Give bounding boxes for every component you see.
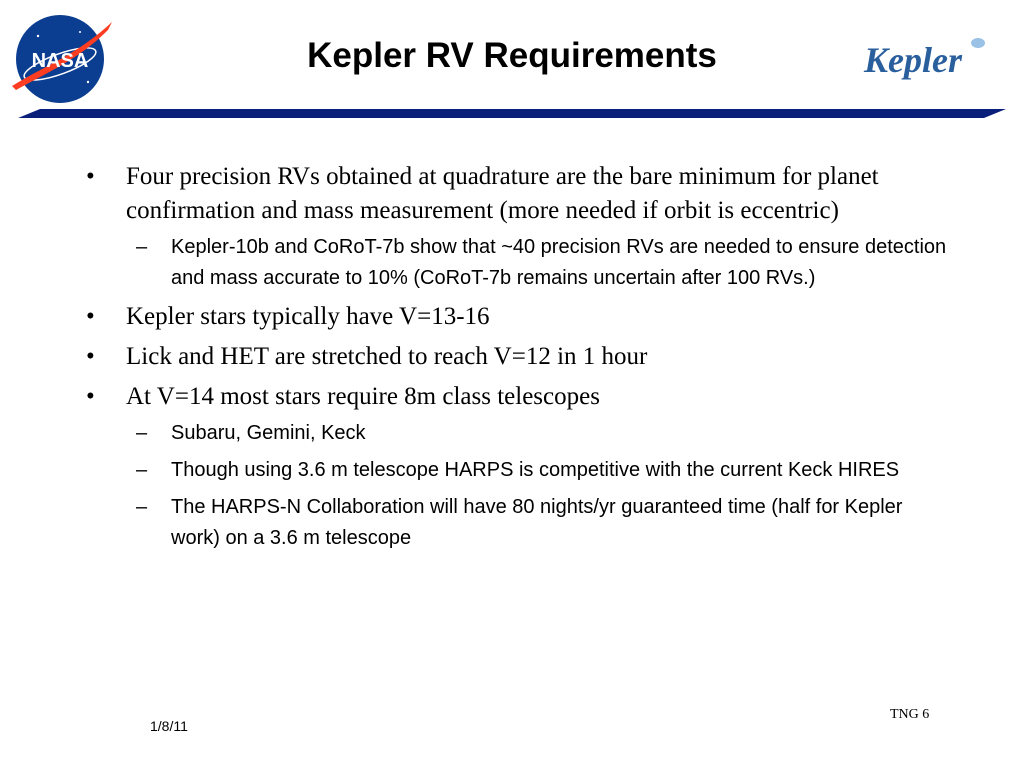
bullet-text: At V=14 most stars require 8m class telescopes	[126, 383, 600, 410]
sub-bullet-text: The HARPS-N Collaboration will have 80 nights/yr guaranteed time (half for Kepler work) on a 3.6 m telescope	[171, 496, 903, 549]
nasa-logo-text: NASA	[31, 50, 89, 72]
bullet-text: Lick and HET are stretched to reach V=12 in 1 hour	[126, 343, 648, 370]
footer-page-label: TNG 6	[890, 707, 930, 722]
sub-bullet-mark: –	[136, 459, 148, 481]
bullet-mark: •	[86, 163, 95, 190]
bullet-text: Kepler stars typically have V=13-16	[126, 303, 490, 330]
bullet-mark: •	[86, 383, 95, 410]
bullet-mark: •	[86, 343, 95, 370]
bullet-item	[86, 300, 946, 334]
sub-bullet-item	[126, 232, 951, 294]
kepler-logo	[858, 28, 998, 90]
sub-bullet-mark: –	[136, 422, 148, 444]
sub-bullet-item	[126, 455, 951, 486]
kepler-logo-text: Kepler	[864, 40, 962, 80]
sub-bullet-text: Though using 3.6 m telescope HARPS is competitive with the current Keck HIRES	[171, 459, 900, 481]
sub-bullet-mark: –	[136, 496, 148, 518]
bullet-text: Four precision RVs obtained at quadrature are the bare minimum for planet confirmation and mass measurement (more needed if orbit is eccentric)	[126, 163, 879, 224]
bullet-mark: •	[86, 303, 95, 330]
sub-bullet-item	[126, 418, 951, 449]
sub-bullet-item	[126, 492, 951, 554]
bullet-list	[86, 160, 946, 560]
sub-bullet-text: Subaru, Gemini, Keck	[171, 422, 366, 444]
header-divider-bar	[0, 104, 1024, 124]
page-title: Kepler RV Requirements	[307, 36, 717, 75]
sub-bullet-mark: –	[136, 236, 148, 258]
footer-date: 1/8/11	[150, 718, 188, 734]
bullet-item	[86, 160, 946, 228]
sub-bullet-text: Kepler-10b and CoRoT-7b show that ~40 precision RVs are needed to ensure detection and mass accurate to 10% (CoRoT-7b remains uncertain after 100 RVs.)	[171, 236, 947, 289]
bullet-item	[86, 340, 946, 374]
bullet-item	[86, 380, 946, 414]
